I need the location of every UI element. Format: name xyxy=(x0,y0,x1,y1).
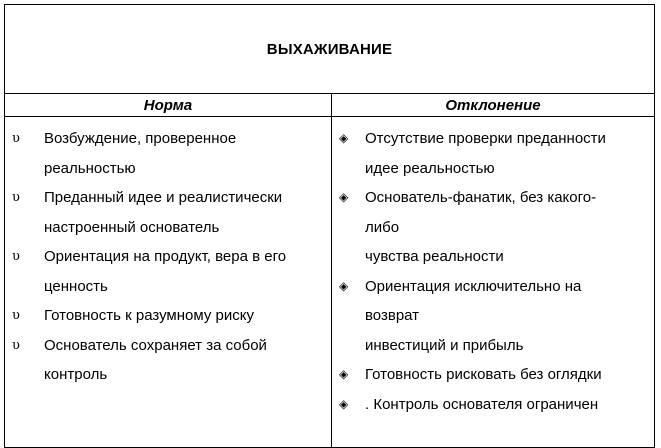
deviation-item-text: чувства реальности xyxy=(365,248,504,265)
diamond-bullet-icon: ◈ xyxy=(339,396,349,411)
deviation-item-text: Готовность рисковать без оглядки xyxy=(365,366,602,383)
deviation-item-text: Ориентация исключительно на xyxy=(365,277,582,295)
norm-item-text: ценность xyxy=(44,277,108,295)
norm-item-text: настроенный основатель xyxy=(44,218,220,236)
norm-item-text: контроль xyxy=(44,366,108,383)
norm-item xyxy=(5,242,331,301)
deviation-item xyxy=(332,124,654,183)
deviation-item-text: Отсутствие проверки преданности xyxy=(365,130,606,147)
deviation-item-text: либо xyxy=(365,218,400,236)
norm-item-text: Преданный идее и реалистически xyxy=(44,189,283,206)
deviation-item-text: Основатель-фанатик, без какого- xyxy=(365,189,597,206)
deviation-item-text: . Контроль основателя ограничен xyxy=(365,395,599,413)
norm-item-text: реальностью xyxy=(44,159,136,177)
deviation-item-text: возврат xyxy=(365,307,420,324)
diamond-bullet-icon: ◈ xyxy=(339,278,349,293)
norm-column xyxy=(5,117,332,448)
norm-item-text: Готовность к разумному риску xyxy=(44,307,254,324)
norm-item xyxy=(5,301,331,331)
norm-list xyxy=(5,117,331,390)
upsilon-bullet-icon: υ xyxy=(12,131,20,146)
deviation-item xyxy=(332,360,654,390)
norm-item xyxy=(5,124,331,183)
deviation-item-text: идее реальностью xyxy=(365,159,495,177)
norm-item xyxy=(5,331,331,390)
diamond-bullet-icon: ◈ xyxy=(339,367,349,381)
norm-item-text: Основатель сохраняет за собой xyxy=(44,336,267,354)
upsilon-bullet-icon: υ xyxy=(12,190,20,205)
deviation-item-text: инвестиций и прибыль xyxy=(365,336,524,354)
norm-item-text: Ориентация на продукт, вера в его xyxy=(44,248,287,265)
deviation-item xyxy=(332,272,654,361)
deviation-list xyxy=(332,117,654,419)
column-header-deviation: Отклонение xyxy=(332,94,655,117)
norm-item-text: Возбуждение, проверенное xyxy=(44,130,237,147)
diamond-bullet-icon: ◈ xyxy=(339,131,349,145)
norm-item xyxy=(5,183,331,242)
column-header-norm: Норма xyxy=(5,94,332,117)
upsilon-bullet-icon: υ xyxy=(12,249,20,264)
table-title: ВЫХАЖИВАНИЕ xyxy=(5,5,655,94)
deviation-column xyxy=(332,117,655,448)
deviation-item xyxy=(332,390,654,420)
comparison-table xyxy=(4,4,655,448)
diamond-bullet-icon: ◈ xyxy=(339,190,349,204)
deviation-item xyxy=(332,183,654,272)
upsilon-bullet-icon: υ xyxy=(12,308,20,323)
upsilon-bullet-icon: υ xyxy=(12,337,20,353)
